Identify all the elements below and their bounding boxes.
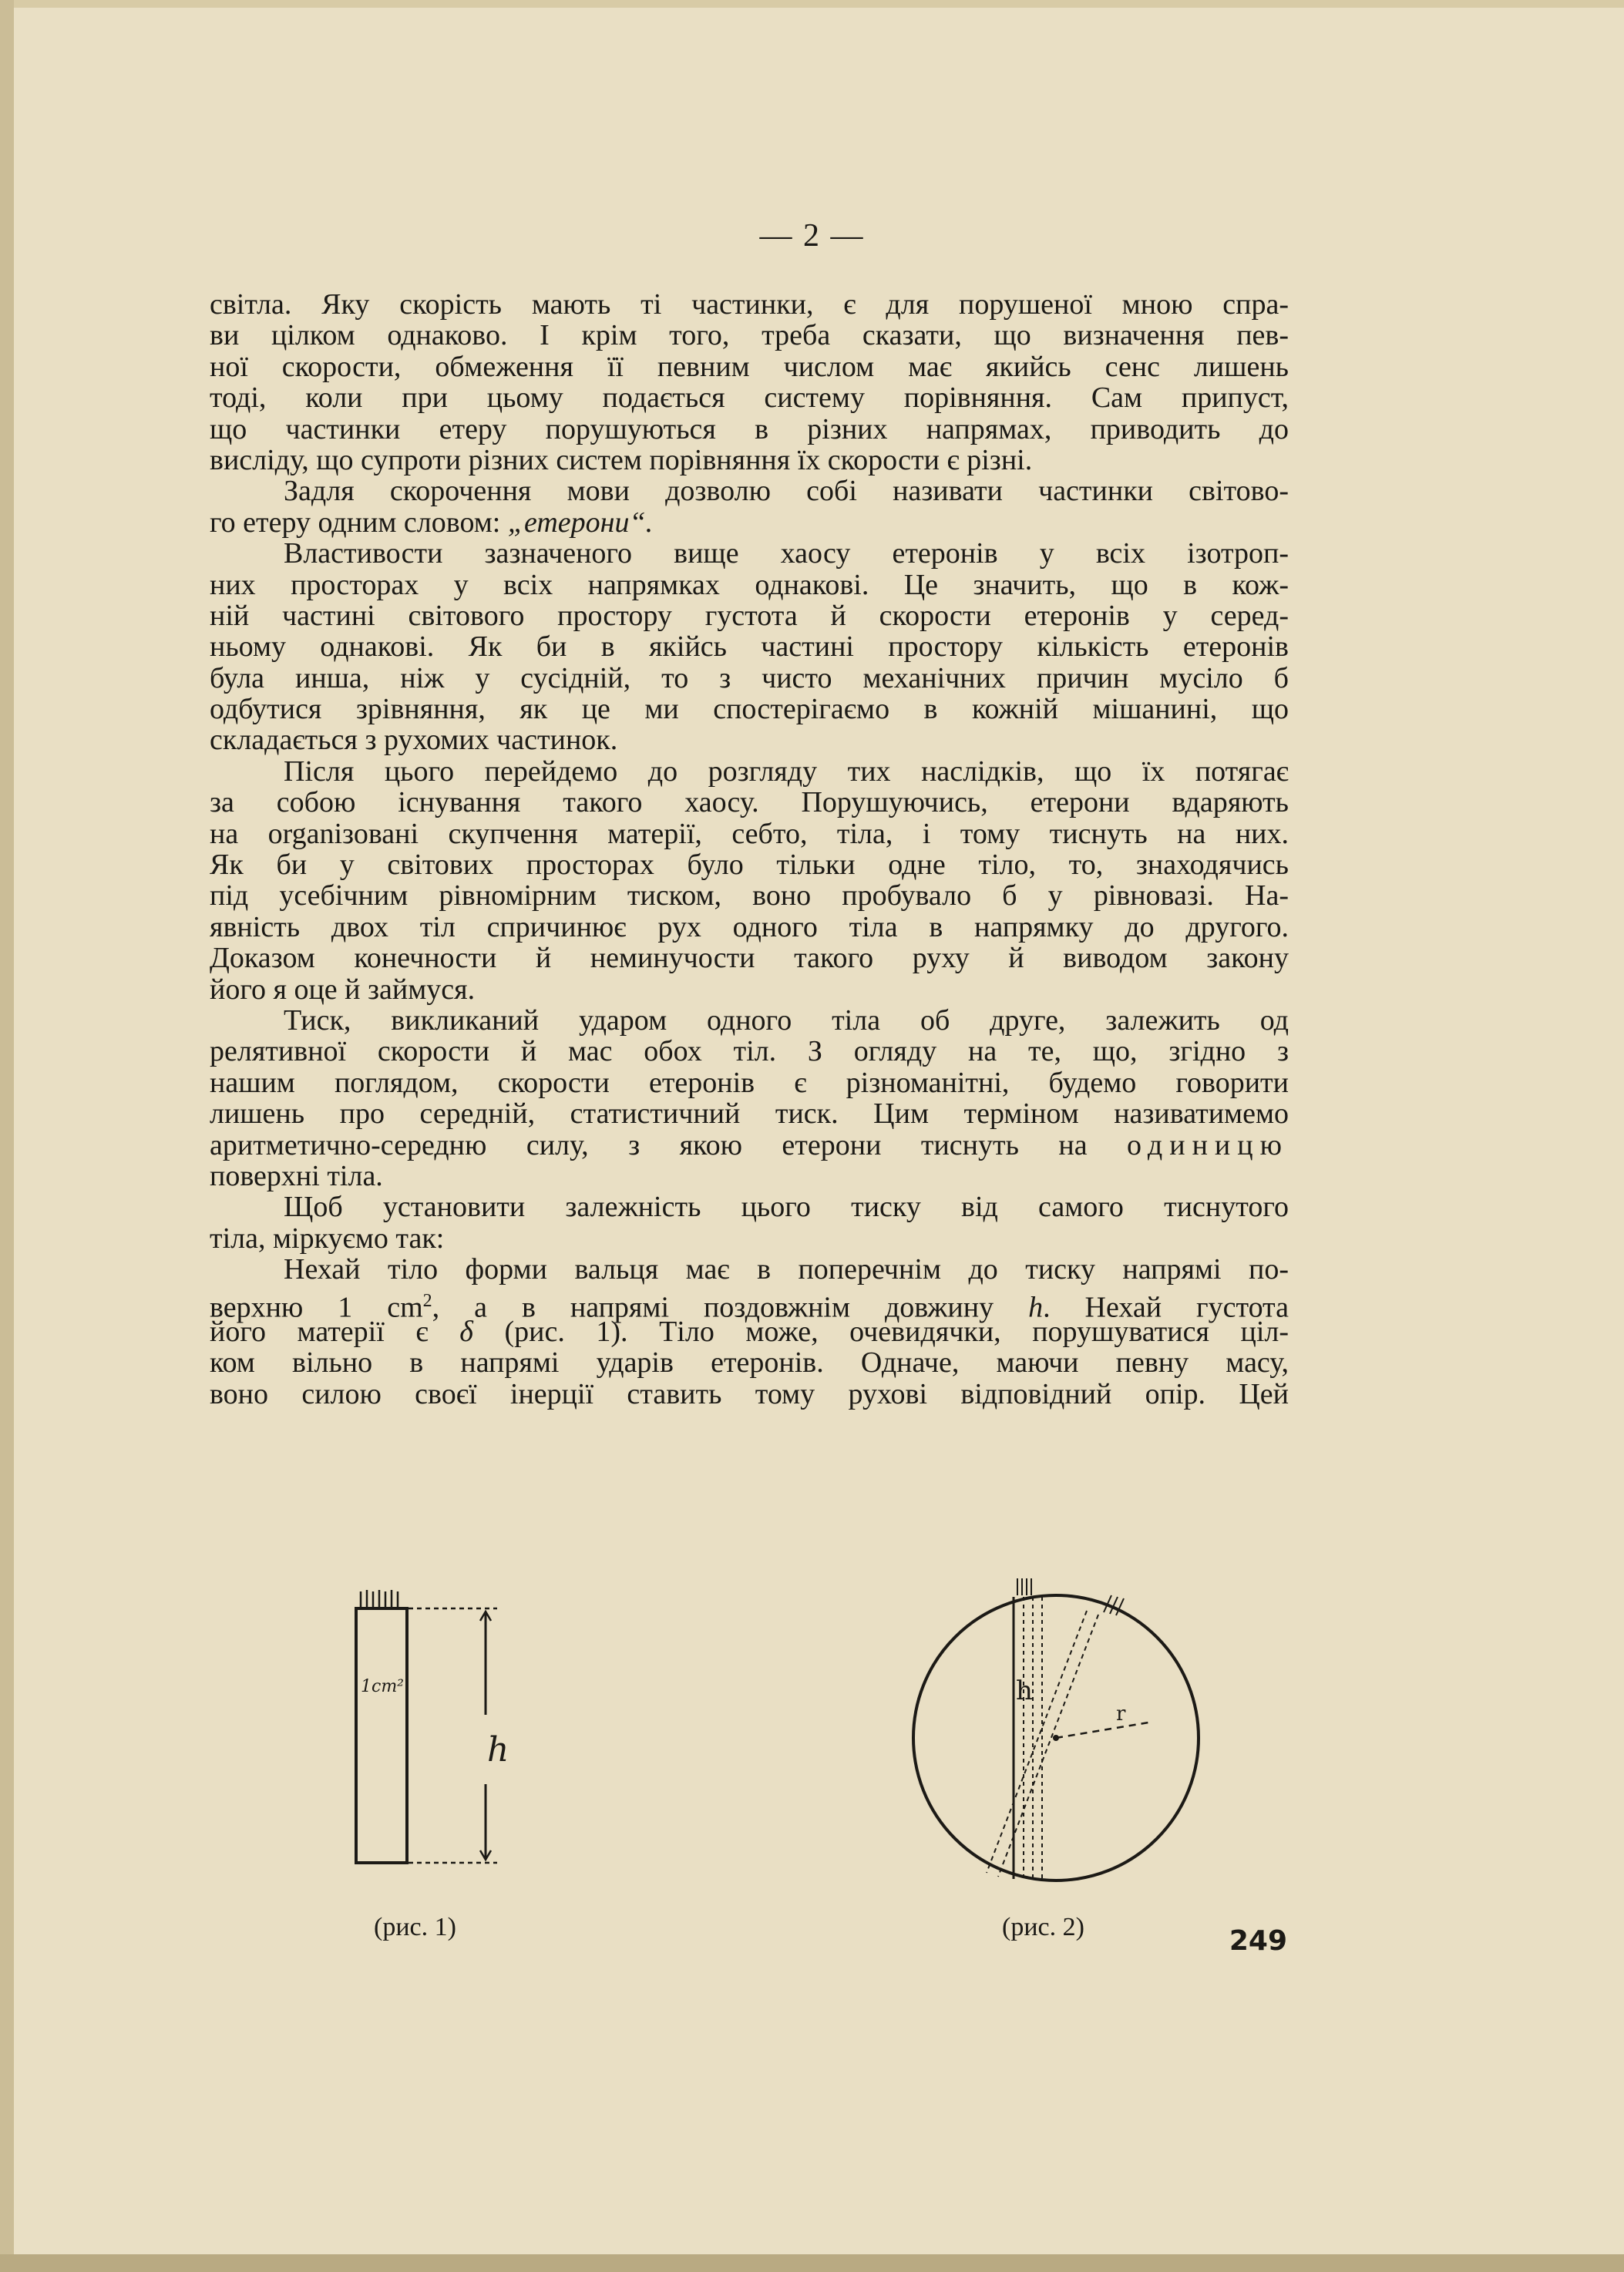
fig1-h-label: h — [487, 1730, 509, 1770]
text-line: за собою існування такого хаосу. Порушуючись, етерони вдаряють — [210, 786, 1289, 819]
text-line: воно силою своєї інерції ставить тому рухові відповідний опір. Цей — [210, 1377, 1289, 1410]
page-edge-top — [0, 0, 1624, 8]
text-line: релятивної скорости й мас обох тіл. З огляду на те, що, згідно з — [210, 1035, 1289, 1068]
text-line: його я оце й займуся. — [210, 973, 476, 1006]
text-line: них просторах у всіх напрямках однакові. Це значить, що в кож- — [210, 568, 1289, 601]
text-line: явність двох тіл спричинює рух одного тіла в напрямку до другого. — [210, 910, 1289, 943]
text-line: Тиск, викликаний ударом одного тіла об друге, залежить од — [284, 1003, 1289, 1037]
text-line: нашим поглядом, скорости етеронів є різноманітні, будемо говорити — [210, 1066, 1289, 1099]
text-span: аритметично-середню силу, з якою етерони тиснуть на — [210, 1128, 1128, 1161]
term-eterony: „етерони“. — [507, 506, 654, 539]
text-line: Після цього перейдемо до розгляду тих наслідків, що їх потягає — [284, 755, 1289, 788]
text-span: , а в напрямі поздовжнім довжину — [432, 1291, 1029, 1324]
page-marker: — 2 — — [759, 218, 865, 254]
text-line: складається з рухомих частинок. — [210, 724, 618, 757]
text-line: Доказом конечности й неминучости такого руху й виводом закону — [210, 942, 1289, 975]
cylinder-rect — [356, 1608, 407, 1863]
text-line: тіла, міркуємо так: — [210, 1222, 445, 1255]
text-line — [210, 1286, 1289, 1324]
text-line: Властивости зазначеного вище хаосу етеронів у всіх ізотроп- — [284, 537, 1289, 570]
text-line: ньому однакові. Як би в якійсь частині простору кількість етеронів — [210, 630, 1289, 664]
variable-h: h — [1028, 1291, 1044, 1324]
fig1-area-label: 1cm² — [361, 1677, 404, 1696]
text-line: Як би у світових просторах було тільки одне тіло, то, знаходячись — [210, 849, 1289, 882]
text-span: го етеру одним словом: — [210, 506, 508, 539]
text-line: поверхні тіла. — [210, 1159, 383, 1192]
page-edge-bottom — [0, 2254, 1624, 2272]
sphere-center — [1053, 1735, 1059, 1741]
text-line: на organізовані скупчення матерії, себто, тіла, і тому тиснуть на них. — [210, 817, 1289, 850]
text-line — [210, 1316, 1289, 1347]
text-span: (рис. 1). Тіло може, очевидячки, порушуватися ціл- — [472, 1315, 1289, 1348]
text-line: світла. Яку скорість мають ті частинки, є для порушеної мною спра- — [210, 288, 1289, 321]
spaced-word: одиницю — [1127, 1128, 1289, 1161]
text-line: Задля скорочення мови дозволю собі називати частинки світово- — [284, 475, 1289, 508]
text-line: ної скорости, обмеження її певним числом має якийсь сенс лишень — [210, 350, 1289, 383]
symbol-delta: δ — [459, 1315, 473, 1348]
text-span: верхню 1 cm — [210, 1291, 423, 1324]
fig2-r-label: r — [1116, 1702, 1126, 1726]
text-line: Щоб установити залежність цього тиску від самого тиснутого — [284, 1191, 1289, 1224]
page-edge-left — [0, 0, 14, 2272]
text-line: одбутися зрівняння, як це ми спостерігаємо в кожній мішанині, що — [210, 693, 1289, 726]
text-line: що частинки етеру порушуються в різних напрямах, приводить до — [210, 412, 1289, 445]
text-line: висліду, що супроти різних систем порівняння їх скорости є різні. — [210, 443, 1033, 476]
text-line: ви цілком однаково. І крім того, треба сказати, що визначення пев- — [210, 319, 1289, 352]
body-text — [210, 289, 1289, 1410]
figure-1-cylinder — [339, 1576, 540, 1884]
text-line: лишень про середній, статистичний тиск. Цим терміном називатимемо — [210, 1097, 1289, 1131]
text-line: Нехай тіло форми вальця має в поперечнім до тиску напрямі по- — [284, 1253, 1289, 1286]
superscript: 2 — [422, 1290, 432, 1311]
page-number: 249 — [1229, 1925, 1287, 1957]
text-span: його матерії є — [210, 1315, 460, 1348]
text-line: ком вільно в напрямі ударів етеронів. Одначе, маючи певну масу, — [210, 1346, 1289, 1380]
text-line: була инша, ніж у сусідній, то з чисто механічних причин мусіло б — [210, 661, 1289, 694]
text-line — [210, 1130, 1289, 1161]
text-line: тоді, коли при цьому подається систему порівняння. Сам припуст, — [210, 381, 1289, 415]
text-line: під усебічним рівномірним тиском, воно пробувало б у рівновазі. На- — [210, 879, 1289, 912]
text-line — [210, 507, 1289, 538]
figure-1-caption: (рис. 1) — [374, 1913, 456, 1941]
fig2-h-label: h — [1016, 1675, 1033, 1706]
figure-2-sphere — [902, 1572, 1241, 1896]
text-line: ній частині світового простору густота й скорости етеронів у серед- — [210, 599, 1289, 632]
text-span: . Нехай густота — [1043, 1291, 1289, 1324]
pressure-arrows — [361, 1590, 398, 1608]
figure-2-caption: (рис. 2) — [1002, 1913, 1084, 1941]
